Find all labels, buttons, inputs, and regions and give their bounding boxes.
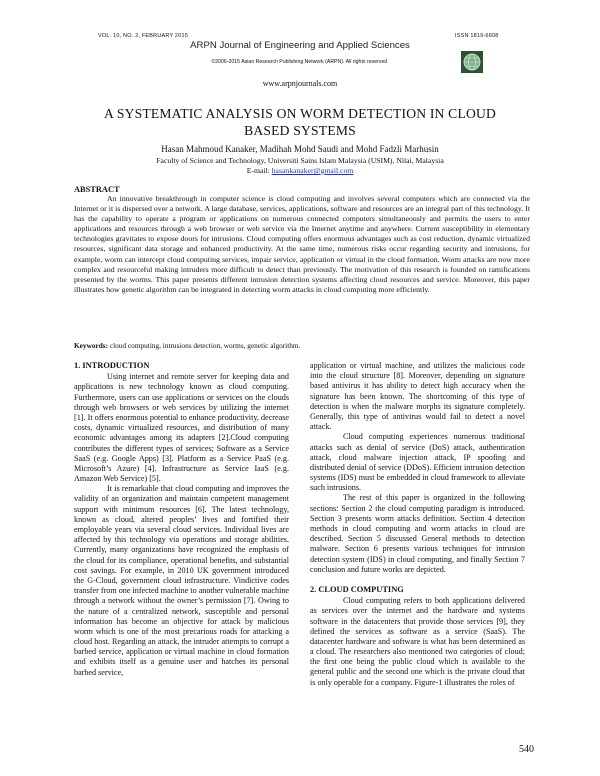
section-2-heading: 2. CLOUD COMPUTING: [310, 584, 404, 594]
keywords-text: cloud computing, intrusions detection, worms, genetic algorithm.: [109, 341, 301, 350]
paper-title: [60, 105, 540, 139]
title-line-2: BASED SYSTEMS: [244, 123, 356, 138]
left-column: [74, 361, 289, 678]
paragraph: Cloud computing refers to both applications delivered as services over the internet and the hardware and systems software in the datacenters that provide those services [9], they defined the services as software as a service (SaaS). The datacenter hardware and software is what has been determined as a cloud. The researchers also mentioned two categories of cloud; the first one being the public cloud which is available to the general public and the second one which is the private cloud that is only operable for a company. Figure-1 illustrates the roles of: [310, 596, 525, 687]
paragraph: application or virtual machine, and utilizes the malicious code into the cloud structure [8]. Moreover, depending on signature based antivirus it has ability to detect high accuracy when the signature has been known. The shortcoming of this type of detection is when the malware morphs its signature completely. Generally, this type of antivirus would fail to detect a novel attack.: [310, 361, 525, 432]
issn: ISSN 1819-6608: [455, 33, 499, 39]
authors: Hasan Mahmoud Kanaker, Madihah Mohd Saudi and Mohd Fadzli Marhusin: [161, 144, 439, 154]
email-label: E-mail:: [246, 166, 270, 175]
volume-issue: VOL. 10, NO. 2, FEBRUARY 2015: [98, 33, 188, 39]
affiliation: Faculty of Science and Technology, Universiti Sains Islam Malaysia (USIM), Nilai, Malaysia: [156, 156, 444, 165]
journal-url[interactable]: www.arpnjournals.com: [262, 79, 338, 88]
paragraph: The rest of this paper is organized in the following sections: Section 2 the cloud computing paradigm is introduced. Section 3 presents worm attacks definition. Section 4 detection methods in cloud computing and worm attacks in cloud are described. Section 5 discussed General methods to detection malware. Section 6 presents various techniques for intrusion detection system (IDS) in cloud computing, and finally Section 7 conclusion and future works are depicted.: [310, 493, 525, 574]
email-link[interactable]: hasankanaker@gmail.com: [271, 166, 354, 175]
abstract-heading: ABSTRACT: [74, 185, 120, 194]
globe-logo-icon: [461, 51, 483, 73]
keywords-label: Keywords:: [74, 341, 109, 350]
copyright-line: ©2006-2015 Asian Research Publishing Network (ARPN). All rights reserved.: [211, 59, 389, 65]
title-line-1: A SYSTEMATIC ANALYSIS ON WORM DETECTION IN CLOUD: [103, 106, 496, 121]
paragraph: Cloud computing experiences numerous traditional attacks such as denial of service (DoS) attack, authentication attack, cloud malware injection attack, IP spoofing and distributed denial of service (DDoS). Efficient intrusion detection systems (IDS) must be embedded in cloud framework to alleviate such intrusions.: [310, 432, 525, 493]
keywords: [74, 341, 300, 350]
paragraph: It is remarkable that cloud computing and improves the validity of an organization and maintain competent management support with minimum resources [6]. The latest technology, known as cloud, altered peoples’ lives and fortified their employable years via several cloud services. Individual lives are affected by this technology via operations and storage abilities. Currently, many organizations have recognized the emphasis of the cloud for its compliance, operational benefits, and substantial cost savings. For example, in 2010 UK government introduced the G-Cloud, government cloud infrastructure. Vindictive codes transfer from one infected machine to another vulnerable machine through a network without the owner’s permission [7]. Owing to the nature of a centralized network, susceptible and personal information has become an objective for attack by malicious worm which is one of the most precarious roads for attacking a cloud host. Regarding an attack, the intruder attempts to corrupt a barbed service, application or virtual machine in cloud formation and exhibits itself as a genuine user and hatches its personal barbed service,: [74, 484, 289, 677]
right-column: [310, 361, 525, 688]
journal-name: ARPN Journal of Engineering and Applied Sciences: [190, 40, 410, 51]
email-line: [0, 166, 600, 175]
abstract-text: An innovative breakthrough in computer science is cloud computing and involves several computers which are connected via the Internet or it is dispersed over a network. A large database, services, applications, software and resources are an integral part of this technology. It has the capability to operate a program or applications on numerous connected computers simultaneously and permits the users to enter applications and resources through a web browser or web service via the Internet anytime and anywhere. Current susceptibility in elementary technologies gravitates to expose doors for intrusions. Cloud computing offers enormous advantages such as cost reduction, dynamic virtualized resources, significant data storage and enhanced productivity. At the same time, numerous risks occur regarding security and intrusions, for example, worm can intercept cloud computing services, impair service, application or virtual in the cloud formation. Worm attacks are now more complex and resourceful making intruders more difficult to detect than previously. The motivation of this research is founded on ramifications presented by the worms. This paper presents different intrusion detection systems affecting cloud resources and service. Moreover, this paper illustrates how genetic algorithm can be integrated in detecting worm attacks in cloud computing more efficiently.: [74, 194, 530, 294]
section-1-heading: 1. INTRODUCTION: [74, 361, 150, 370]
paragraph: Using internet and remote server for keeping data and applications is new technology known as cloud computing. Furthermore, users can use applications or services on the clouds through web browsers or web services by utilizing the internet [1]. It offers enormous potential to enhance productivity, decrease costs, dynamic virtualized resources, and distribution of many economic advantages among its adapters [2].Cloud computing contributes the different types of services; Software as a Service SaaS (e.g. Google Apps) [3]. Platform as a Service PaaS (e.g. Microsoft’s Azure) [4]. Infrastructure as Service IaaS (e.g. Amazon Web Service) [5].: [74, 372, 289, 484]
page-number: 540: [519, 744, 534, 755]
